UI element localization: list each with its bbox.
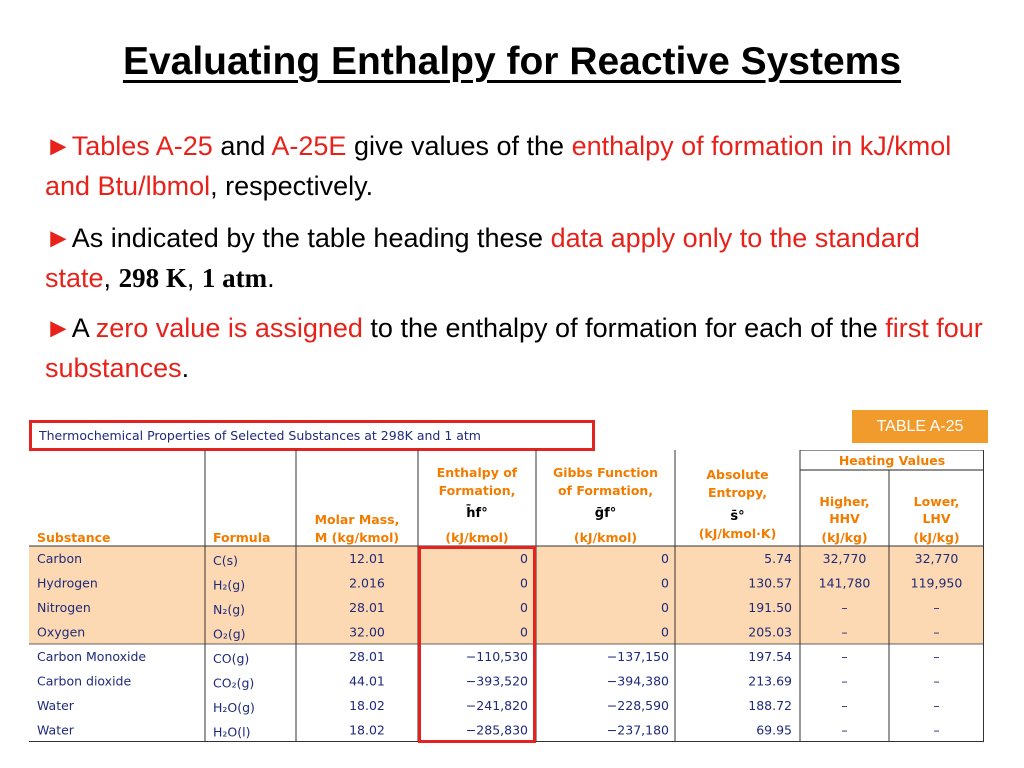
cell-enthalpy: −110,530	[465, 649, 528, 664]
thermochemical-table	[29, 450, 984, 742]
column-header: Enthalpy of	[436, 465, 518, 480]
cell-entropy: 130.57	[748, 575, 792, 591]
cell-hhv: –	[841, 698, 848, 713]
bullet-text-run: 1 atm	[201, 263, 268, 293]
cell-lhv: 119,950	[910, 575, 963, 591]
cell-gibbs: −137,150	[606, 649, 669, 664]
cell-entropy: 213.69	[748, 673, 792, 689]
cell-molar-mass: 28.01	[349, 600, 385, 615]
cell-gibbs: 0	[661, 551, 669, 566]
cell-hhv: –	[841, 649, 848, 664]
column-header: (kJ/kmol)	[445, 530, 509, 545]
column-header: Substance	[37, 530, 111, 545]
cell-lhv: 32,770	[914, 551, 959, 566]
table-caption: Thermochemical Properties of Selected Substances at 298K and 1 atm	[29, 420, 595, 451]
cell-molar-mass: 28.01	[349, 649, 385, 664]
cell-formula: H₂(g)	[213, 577, 246, 593]
cell-entropy: 5.74	[764, 551, 792, 566]
column-header: (kJ/kmol·K)	[698, 526, 777, 541]
table-badge: TABLE A-25	[852, 410, 988, 443]
column-header: (kJ/kmol)	[573, 530, 638, 545]
cell-molar-mass: 44.01	[349, 673, 385, 689]
cell-substance: Water	[37, 722, 74, 738]
heating-values-header: Heating Values	[838, 453, 946, 468]
column-header: h̄f°	[466, 506, 488, 521]
cell-substance: Water	[37, 698, 74, 713]
cell-hhv: 141,780	[818, 575, 871, 591]
cell-formula: C(s)	[213, 553, 238, 568]
bullet-text-run: , respectively.	[210, 171, 374, 201]
bullet-text-run: to the enthalpy of formation for each of the	[362, 313, 886, 343]
cell-lhv: –	[933, 649, 940, 664]
cell-lhv: –	[933, 698, 940, 713]
bullet-arrow-icon: ►	[45, 223, 72, 253]
cell-lhv: –	[933, 600, 940, 615]
cell-gibbs: 0	[661, 600, 669, 615]
column-header: of Formation,	[557, 483, 654, 498]
column-header: s̄°	[730, 509, 745, 524]
bullet-text-run: A	[71, 313, 96, 343]
bullet-text-run: data apply only to the standard state	[45, 223, 920, 293]
cell-lhv: –	[933, 722, 940, 738]
column-header: Absolute	[706, 467, 769, 482]
cell-substance: Nitrogen	[37, 600, 91, 615]
cell-substance: Carbon Monoxide	[37, 649, 147, 664]
bullet-text-run: ,	[103, 263, 119, 293]
cell-formula: H₂O(l)	[213, 724, 251, 740]
bullet-arrow-icon: ►	[45, 131, 72, 161]
cell-gibbs: 0	[661, 575, 669, 591]
column-header: LHV	[922, 511, 951, 526]
cell-formula: N₂(g)	[213, 602, 246, 617]
column-header: Formula	[213, 530, 271, 545]
cell-entropy: 191.50	[748, 600, 792, 615]
cell-substance: Hydrogen	[37, 575, 98, 591]
bullet-text-run: first four substances	[45, 313, 983, 383]
bullet-text-run: .	[267, 263, 275, 293]
cell-entropy: 69.95	[756, 722, 792, 738]
column-header: M (kg/kmol)	[314, 530, 400, 545]
bullet-text-run: .	[181, 353, 190, 383]
bullet-text-run: and	[212, 131, 272, 161]
cell-formula: H₂O(g)	[213, 700, 255, 715]
column-header: Higher,	[819, 494, 870, 509]
cell-enthalpy: 0	[520, 624, 528, 640]
cell-gibbs: −228,590	[606, 698, 669, 713]
bullet-arrow-icon: ►	[45, 313, 72, 343]
bullet-1	[45, 126, 985, 206]
bullet-text-run: 298 K	[118, 263, 187, 293]
cell-gibbs: 0	[661, 624, 669, 640]
cell-enthalpy: −241,820	[465, 698, 528, 713]
cell-hhv: 32,770	[822, 551, 867, 566]
cell-entropy: 197.54	[748, 649, 792, 664]
bullet-text-run: As indicated by the table heading these	[71, 223, 551, 253]
cell-substance: Oxygen	[37, 624, 86, 640]
column-header: ḡf°	[594, 506, 617, 521]
cell-hhv: –	[841, 722, 848, 738]
column-header: (kJ/kg)	[821, 530, 868, 545]
column-header: Molar Mass,	[314, 512, 400, 527]
cell-formula: O₂(g)	[213, 626, 246, 642]
column-header: Entropy,	[707, 485, 768, 500]
cell-molar-mass: 18.02	[349, 722, 385, 738]
cell-formula: CO₂(g)	[213, 675, 255, 691]
cell-hhv: –	[841, 600, 848, 615]
cell-hhv: –	[841, 624, 848, 640]
cell-gibbs: −237,180	[606, 722, 669, 738]
cell-molar-mass: 12.01	[349, 551, 385, 566]
cell-enthalpy: 0	[520, 551, 528, 566]
cell-molar-mass: 32.00	[349, 624, 385, 640]
cell-hhv: –	[841, 673, 848, 689]
bullet-text-run: zero value is assigned	[95, 313, 363, 343]
bullet-2	[45, 218, 985, 298]
column-header: Gibbs Function	[552, 465, 659, 480]
cell-enthalpy: 0	[520, 575, 528, 591]
cell-lhv: –	[933, 624, 940, 640]
bullet-text-run: ,	[186, 263, 202, 293]
bullet-text-run: enthalpy of formation in kJ/kmol and Btu/lbmol	[45, 131, 952, 201]
column-header: Lower,	[913, 494, 960, 509]
column-header: HHV	[829, 511, 860, 526]
cell-entropy: 188.72	[748, 698, 792, 713]
bullet-text-run: give values of the	[346, 131, 572, 161]
cell-enthalpy: −285,830	[465, 722, 528, 738]
cell-formula: CO(g)	[213, 651, 250, 666]
cell-lhv: –	[933, 673, 940, 689]
bullet-3	[45, 308, 985, 388]
bullet-text-run: Tables A-25	[71, 131, 213, 161]
cell-molar-mass: 2.016	[349, 575, 385, 591]
bullet-text-run: A-25E	[271, 131, 347, 161]
cell-substance: Carbon dioxide	[37, 673, 132, 689]
cell-substance: Carbon	[37, 551, 83, 566]
column-header: (kJ/kg)	[913, 530, 960, 545]
cell-molar-mass: 18.02	[349, 698, 385, 713]
cell-enthalpy: 0	[520, 600, 528, 615]
cell-gibbs: −394,380	[606, 673, 669, 689]
cell-enthalpy: −393,520	[465, 673, 528, 689]
cell-entropy: 205.03	[748, 624, 792, 640]
slide-title: Evaluating Enthalpy for Reactive Systems	[122, 40, 902, 83]
column-header: Formation,	[438, 483, 516, 498]
